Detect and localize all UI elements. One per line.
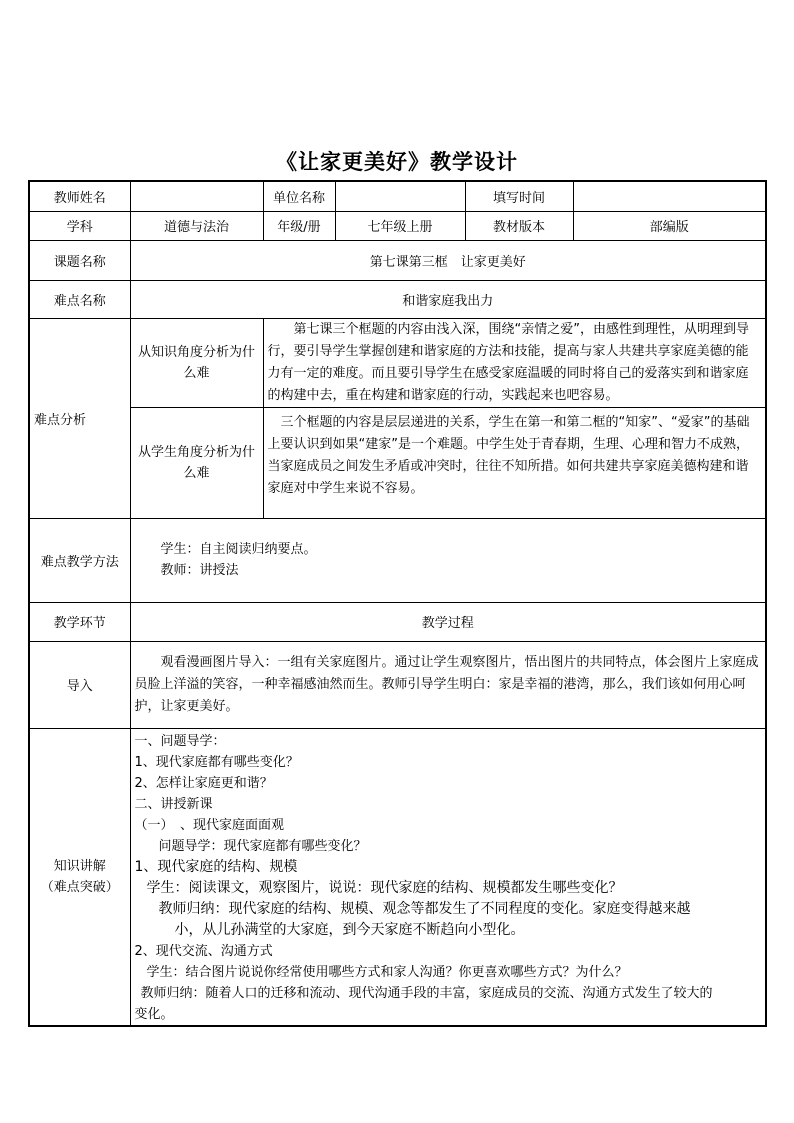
intro-label: 导入 [29,641,130,728]
lecture-line: 2、怎样让家庭更和谐？ [134,775,273,791]
unit-value [335,181,465,211]
method-content [130,518,766,602]
method-student: 学生：自主阅读归纳要点。 [160,542,317,557]
time-label: 填写时间 [465,181,573,211]
lecture-label-2: （难点突破） [40,879,119,895]
stage-header: 教学环节 [29,602,130,641]
subject-value: 道德与法治 [130,211,263,240]
edition-label: 教材版本 [465,211,573,240]
difficulty-value: 和谐家庭我出力 [130,280,766,318]
student-angle-label: 从学生角度分析为什么难 [130,407,263,518]
lecture-line: 二、讲授新课 [134,796,213,812]
lecture-line: 问题导学：现代家庭都有哪些变化？ [158,838,367,854]
lecture-content [130,728,766,1026]
student-angle-text: 三个框题的内容是层层递进的关系，学生在第一和第二框的“知家”、“爱家”的基础上要认识到如果“建家”是一个难题。中学生处于青春期，生理、心理和智力不成熟，当家庭成员之间发生矛盾或冲突时，往往不知所措。如何共建共享家庭美德构建和谐家庭对中学生来说不容易。 [263,407,766,518]
lecture-line: 2、现代交流、沟通方式 [134,943,273,959]
grade-label: 年级/册 [263,211,335,240]
lecture-label-1: 知识讲解 [53,858,106,874]
lecture-line: 教师归纳：随着人口的迁移和流动、现代沟通手段的丰富，家庭成员的交流、沟通方式发生了较大的 [140,985,713,1001]
teacher-label: 教师姓名 [29,181,130,211]
topic-value: 第七课第三框 让家更美好 [130,240,766,280]
method-teacher: 教师：讲授法 [160,563,239,578]
lecture-line: 1、现代家庭的结构、规模 [134,858,298,875]
subject-label: 学科 [29,211,130,240]
lecture-line: （一） 、现代家庭面面观 [134,817,285,833]
lecture-line: 小，从儿孙满堂的大家庭，到今天家庭不断趋向小型化。 [174,921,525,938]
grade-value: 七年级上册 [335,211,465,240]
difficulty-label: 难点名称 [29,280,130,318]
unit-label: 单位名称 [263,181,335,211]
lecture-line: 变化。 [134,1006,174,1022]
edition-value: 部编版 [573,211,766,240]
intro-text: 观看漫画图片导入：一组有关家庭图片。通过让学生观察图片，悟出图片的共同特点，体会图片上家庭成员脸上洋溢的笑容，一种幸福感油然而生。教师引导学生明白：家是幸福的港湾，那么，我们该如何用心呵护，让家更美好。 [130,641,766,728]
document-title: 《让家更美好》教学设计 [276,149,518,174]
time-value [573,181,766,211]
analysis-label: 难点分析 [29,318,130,518]
process-header: 教学过程 [130,602,766,641]
lecture-line: 学生：阅读课文，观察图片，说说：现代家庭的结构、规模都发生哪些变化？ [146,879,623,896]
lecture-label [29,728,130,1026]
lecture-line: 一、问题导学： [134,733,226,749]
lesson-plan-table [28,180,767,1027]
knowledge-angle-text: 第七课三个框题的内容由浅入深，围绕“亲情之爱”，由感性到理性，从明理到导行，要引导学生掌握创建和谐家庭的方法和技能，提高与家人共建共享家庭美德的能力有一定的难度。而且要引导学生在感受家庭温暖的同时将自己的爱落实到和谐家庭的构建中去，重在构建和谐家庭的行动，实践起来也吧容易。 [263,318,766,407]
lecture-line: 1、现代家庭都有哪些变化？ [134,754,299,770]
topic-label: 课题名称 [29,240,130,280]
lecture-line: 学生：结合图片说说你经常使用哪些方式和家人沟通？你更喜欢哪些方式？为什么？ [146,964,628,980]
teacher-value [130,181,263,211]
knowledge-angle-label: 从知识角度分析为什么难 [130,318,263,407]
lecture-line: 教师归纳：现代家庭的结构、规模、观念等都发生了不同程度的变化。家庭变得越来越 [158,900,691,917]
method-label: 难点教学方法 [29,518,130,602]
